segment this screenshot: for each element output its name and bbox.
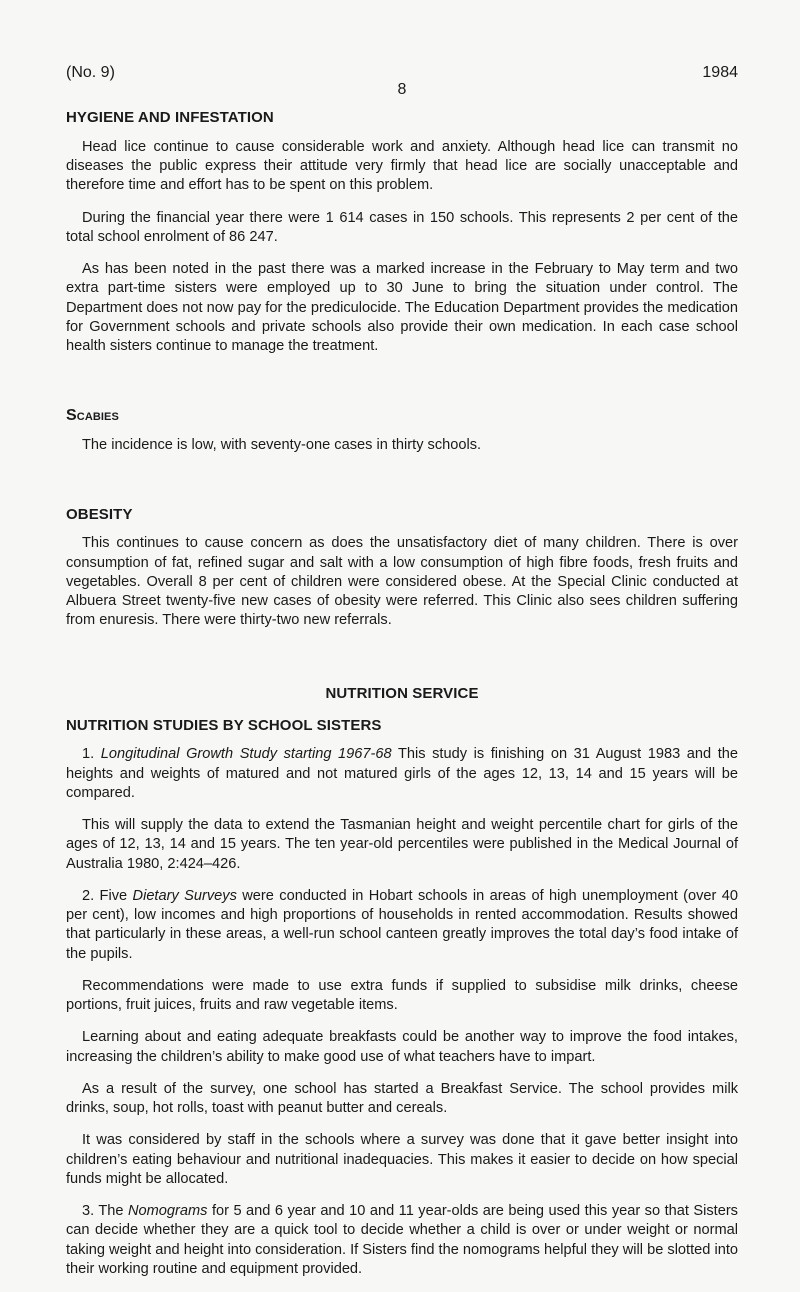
staff-insight-paragraph: It was considered by staff in the schools where a survey was done that it gave better insight into children’s eating behaviour and nutritional inadequacies. This makes it easier to decide on how special funds might be allocated. [66, 1132, 738, 1187]
issue-number: (No. 9) [66, 64, 115, 81]
scabies-heading: Scabies [66, 407, 119, 425]
hygiene-paragraph-3: As has been noted in the past there was a marked increase in the February to May term and two extra part-time sisters were employed up to 30 June to bring the situation under control. The Department does not now pay for the prediculocide. The Education Department provides the medication for Government schools and private schools also provide their own medication. In each case school health sisters continue to manage the treatment. [66, 261, 738, 355]
obesity-heading: OBESITY [66, 505, 133, 523]
study-title: Longitudinal Growth Study starting 1967-68 [100, 746, 392, 763]
document-page [66, 62, 738, 1292]
nutrition-item-3: 3. The Nomograms for 5 and 6 year and 10 and 11 year-olds are being used this year so that Sisters can decide whether they are a quick tool to decide whether a child is over or under weight or normal taking weight and height into consideration. If Sisters find the nomograms helpful they will be slotted into their working routine and equipment provided. [66, 1203, 738, 1277]
page-number: 8 [397, 81, 407, 98]
obesity-paragraph: This continues to cause concern as does the unsatisfactory diet of many children. There is over consumption of fat, refined sugar and salt with a low consumption of high fibre foods, fresh fruits and vegetables. Overall 8 per cent of children were considered obese. At the Special Clinic conducted at Albuera Street twenty-five new cases of obesity were referred. This Clinic also sees children suffering from enuresis. There were thirty-two new referrals. [66, 535, 738, 629]
hygiene-paragraph-1: Head lice continue to cause considerable work and anxiety. Although head lice can transmit no diseases the public express their attitude very firmly that head lice are socially unacceptable and therefore time and effort has to be spent on this problem. [66, 138, 738, 194]
recommendations-paragraph: Recommendations were made to use extra funds if supplied to subsidise milk drinks, cheese portions, fruit juices, fruits and raw vegetable items. [66, 977, 738, 1014]
hygiene-heading: HYGIENE AND INFESTATION [66, 109, 274, 126]
survey-title: Dietary Surveys [132, 887, 237, 904]
nomograms-title: Nomograms [128, 1203, 208, 1220]
breakfast-paragraph: Learning about and eating adequate breakfasts could be another way to improve the food intakes, increasing the children’s ability to make good use of what teachers have to impart. [66, 1029, 738, 1065]
nutrition-data-paragraph: This will supply the data to extend the Tasmanian height and weight percentile chart for girls of the ages of 12, 13, 14 and 15 years. The ten year-old percentiles were published in the Medical Journal of Australia 1980, 2:424–426. [66, 817, 738, 872]
breakfast-service-paragraph: As a result of the survey, one school has started a Breakfast Service. The school provides milk drinks, soup, hot rolls, toast with peanut butter and cereals. [66, 1080, 738, 1117]
year: 1984 [702, 64, 738, 81]
scabies-paragraph: The incidence is low, with seventy-one cases in thirty schools. [82, 437, 482, 454]
page-header [66, 62, 738, 96]
hygiene-paragraph-2: During the financial year there were 1 614 cases in 150 schools. This represents 2 per cent of the total school enrolment of 86 247. [66, 209, 738, 245]
nutrition-item-1: 1. Longitudinal Growth Study starting 1967-68 This study is finishing on 31 August 1983 and the heights and weights of matured and not matured girls of the ages 12, 13, 14 and 15 years will be compared. [66, 746, 739, 801]
nutrition-studies-heading: NUTRITION STUDIES BY SCHOOL SISTERS [66, 716, 382, 734]
nutrition-service-heading: NUTRITION SERVICE [325, 684, 479, 702]
nutrition-item-2: 2. Five Dietary Surveys were conducted in Hobart schools in areas of high unemployment (over 40 per cent), low incomes and high proportions of households in rented accommodation. Results showed that particularly in these areas, a well-run school canteen greatly improves the total day’s food intake of the pupils. [66, 887, 739, 962]
